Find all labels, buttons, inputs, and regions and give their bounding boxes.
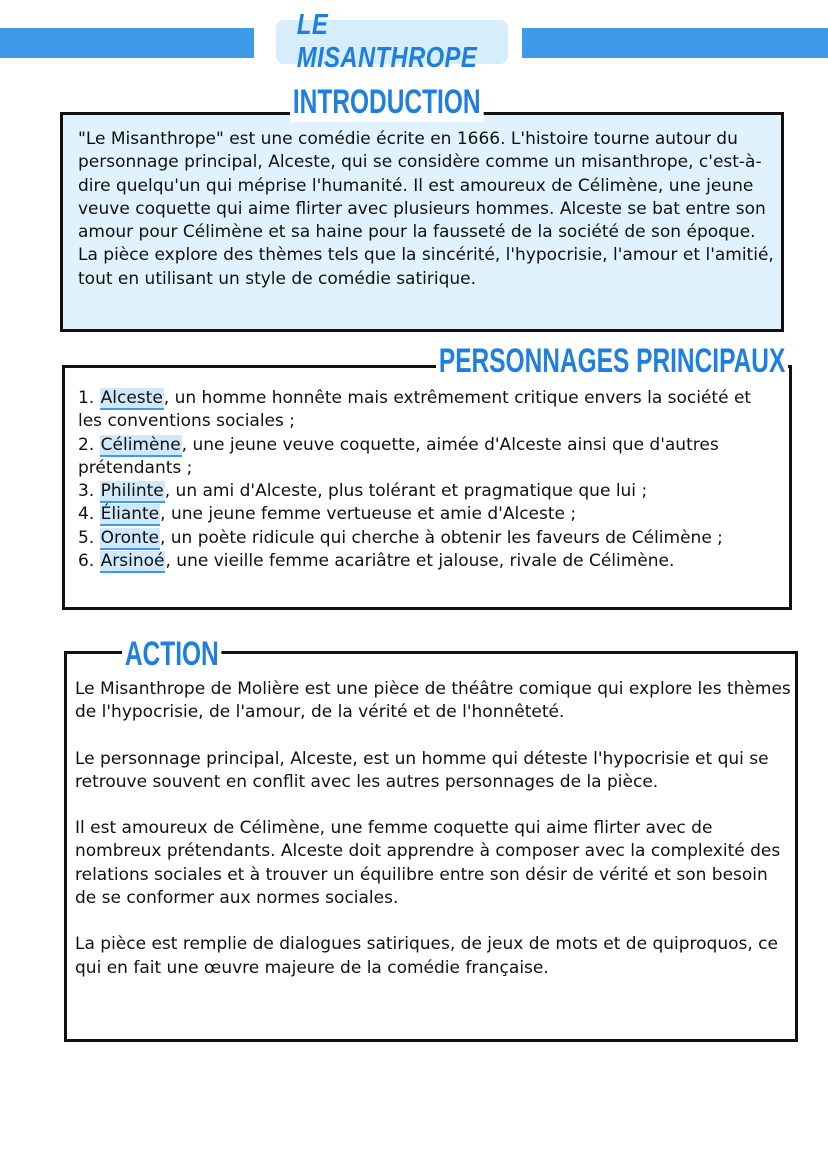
personnages-list xyxy=(78,387,778,573)
personnages-heading: PERSONNAGES PRINCIPAUX xyxy=(436,341,788,381)
introduction-text: "Le Misanthrope" est une comédie écrite en 1666. L'histoire tourne autour du personnage principal, Alceste, qui se considère comme un misanthrope, c'est-à-dire quelqu'un qui méprise l'humanité. Il est amoureux de Célimène, une jeune veuve coquette qui aime flirter avec plusieurs hommes. Alceste se bat entre son amour pour Célimène et sa haine pour la fausseté de la société de son époque. La pièce explore des thèmes tels que la sincérité, l'hypocrisie, l'amour et l'amitié, tout en utilisant un style de comédie satirique. xyxy=(78,129,774,289)
character-name: Éliante xyxy=(100,504,160,525)
character-name: Oronte xyxy=(100,527,159,548)
title-box xyxy=(276,9,508,74)
character-name: Arsinoé xyxy=(100,551,165,572)
action-heading: ACTION xyxy=(122,634,222,674)
action-paragraph: Le Misanthrope de Molière est une pièce de théâtre comique qui explore les thèmes de l'hypocrisie, de l'amour, de la vérité et de l'honnêteté. xyxy=(75,679,791,723)
action-text-block xyxy=(75,678,793,1003)
title-bar-right xyxy=(522,28,828,58)
list-item: 2. Célimène, une jeune veuve coquette, aimée d'Alceste ainsi que d'autres prétendants ; xyxy=(78,434,719,478)
list-item: 3. Philinte, un ami d'Alceste, plus tolérant et pragmatique que lui ; xyxy=(78,481,648,502)
action-paragraph: Il est amoureux de Célimène, une femme coquette qui aime flirter avec de nombreux prétendants. Alceste doit apprendre à composer avec la complexité des relations sociales et à trouver un équilibre entre son désir de vérité et son besoin de se conformer aux normes sociales. xyxy=(75,818,781,909)
title-bar-left xyxy=(0,28,254,58)
list-item: 5. Oronte, un poète ridicule qui cherche à obtenir les faveurs de Célimène ; xyxy=(78,527,723,548)
character-name: Philinte xyxy=(100,481,164,502)
action-paragraph: Le personnage principal, Alceste, est un homme qui déteste l'hypocrisie et qui se retrouve souvent en conflit avec les autres personnages de la pièce. xyxy=(75,748,769,792)
introduction-heading: INTRODUCTION xyxy=(290,82,483,122)
list-item: 4. Éliante, une jeune femme vertueuse et amie d'Alceste ; xyxy=(78,504,577,525)
list-item: 6. Arsinoé, une vieille femme acariâtre et jalouse, rivale de Célimène. xyxy=(78,551,675,572)
list-item: 1. Alceste, un homme honnête mais extrêmement critique envers la société et les conventions sociales ; xyxy=(78,388,752,432)
introduction-text-block xyxy=(78,128,778,291)
action-paragraph: La pièce est remplie de dialogues satiriques, de jeux de mots et de quiproquos, ce qui en fait une œuvre majeure de la comédie française. xyxy=(75,934,778,978)
page-title: LE MISANTHROPE xyxy=(296,9,478,74)
character-name: Célimène xyxy=(100,434,181,455)
character-name: Alceste xyxy=(100,388,163,408)
